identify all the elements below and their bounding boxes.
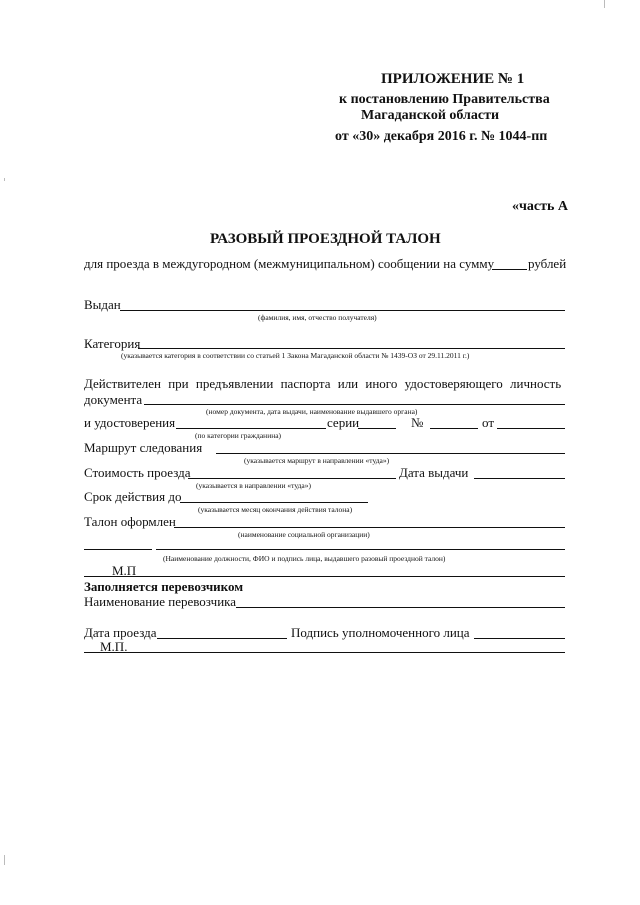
issued-by-label: Талон оформлен: [84, 514, 176, 529]
validity-label: Срок действия до: [84, 489, 182, 504]
series-line[interactable]: [358, 428, 396, 429]
decree-date: от «30» декабря 2016 г. № 1044-пп: [335, 129, 548, 144]
scan-mark-left: [4, 178, 5, 181]
decree-line-2: Магаданской области: [361, 108, 500, 123]
signature-label: Подпись уполномоченного лица: [291, 625, 470, 640]
category-hint: (указывается категория в соответствии со статьей 1 Закона Магаданской области № 1439-ОЗ от 29.11.2011 г.): [121, 351, 470, 360]
cost-line[interactable]: [188, 478, 396, 479]
travel-date-line[interactable]: [157, 638, 287, 639]
appendix-title: ПРИЛОЖЕНИЕ № 1: [381, 71, 525, 87]
document-title: РАЗОВЫЙ ПРОЕЗДНОЙ ТАЛОН: [210, 231, 441, 247]
issued-by-hint: (наименование социальной организации): [238, 530, 370, 539]
series-label: серии: [327, 415, 360, 430]
document-label: документа: [84, 392, 143, 407]
subtitle-suffix: рублей: [528, 256, 567, 271]
route-hint: (указывается маршрут в направлении «туда»): [244, 456, 390, 465]
signatory-hint: (Наименование должности, ФИО и подпись лица, выдавшего разовый проездной талон): [163, 554, 446, 563]
document-line[interactable]: [144, 404, 565, 405]
carrier-name-line[interactable]: [236, 607, 565, 608]
route-line[interactable]: [216, 453, 565, 454]
signature-line[interactable]: [474, 638, 565, 639]
travel-date-label: Дата проезда: [84, 625, 157, 640]
issued-label: Выдан: [84, 297, 121, 312]
stamp-line-1: [84, 576, 565, 577]
cost-label: Стоимость проезда: [84, 465, 191, 480]
stamp-line-2: [84, 652, 565, 653]
decree-line-1: к постановлению Правительства: [339, 92, 550, 107]
subtitle-prefix: для проезда в междугородном (межмуниципальном) сообщении на сумму: [84, 256, 495, 271]
document-hint: (номер документа, дата выдачи, наименование выдавшего органа): [206, 407, 418, 416]
number-label: №: [411, 415, 424, 430]
stamp-label-1: М.П: [112, 563, 137, 578]
scan-mark-top: [604, 0, 605, 8]
category-line[interactable]: [138, 348, 565, 349]
from-line[interactable]: [497, 428, 565, 429]
number-line[interactable]: [430, 428, 478, 429]
validity-line[interactable]: [180, 502, 368, 503]
sum-line[interactable]: [492, 269, 527, 270]
scan-mark-left-bottom: [4, 855, 5, 865]
valid-line-1: Действителен при предъявлении паспорта или иного удостоверяющего личность: [84, 376, 562, 391]
signatory-line-left[interactable]: [84, 549, 152, 550]
category-label: Категория: [84, 336, 141, 351]
signatory-line-right[interactable]: [156, 549, 565, 550]
from-label: от: [482, 415, 495, 430]
issue-date-line[interactable]: [474, 478, 565, 479]
certificate-label: и удостоверения: [84, 415, 176, 430]
carrier-heading: Заполняется перевозчиком: [84, 579, 244, 594]
part-label: «часть А: [512, 199, 568, 214]
carrier-name-label: Наименование перевозчика: [84, 594, 237, 609]
issued-hint: (фамилия, имя, отчество получателя): [258, 313, 377, 322]
stamp-label-2: М.П.: [100, 639, 128, 654]
issued-line[interactable]: [120, 310, 565, 311]
certificate-line[interactable]: [176, 428, 326, 429]
cost-hint: (указывается в направлении «туда»): [196, 481, 312, 490]
issued-by-line[interactable]: [174, 527, 565, 528]
certificate-hint: (по категории гражданина): [195, 431, 282, 440]
issue-date-label: Дата выдачи: [399, 465, 469, 480]
route-label: Маршрут следования: [84, 440, 203, 455]
validity-hint: (указывается месяц окончания действия талона): [198, 505, 353, 514]
